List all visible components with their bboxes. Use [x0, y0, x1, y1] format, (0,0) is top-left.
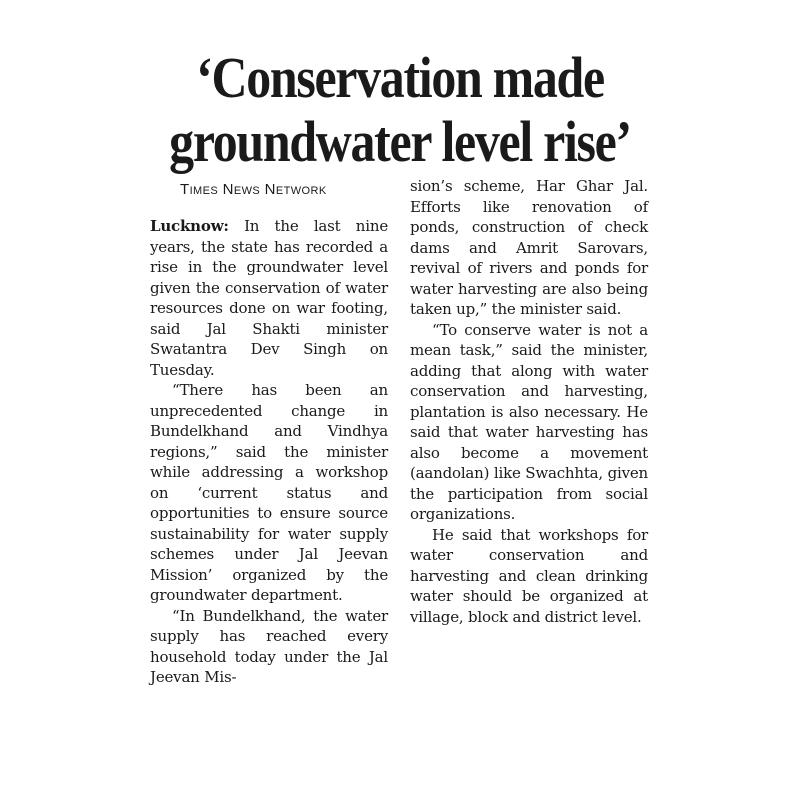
paragraph — [150, 216, 388, 380]
article-column-2 — [410, 176, 648, 627]
byline: Times News Network — [180, 181, 327, 198]
paragraph: “To conserve water is not a mean task,” said the minister, adding that along with water conservation and harvesting, plantation is also necessary. He said that water harvesting has also become a movement (aandolan) like Swachhta, given the participation from social organizations. — [410, 320, 648, 523]
paragraph: “In Bundelkhand, the water supply has reached every household today under the Jal Jeevan Mis- — [150, 606, 388, 686]
paragraph: sion’s scheme, Har Ghar Jal. Efforts like renovation of ponds, construction of check dams and Amrit Sarovars, revival of rivers and ponds for water harvesting are also being taken up,” the minister said. — [410, 177, 648, 318]
paragraph: He said that workshops for water conservation and harvesting and clean drinking water should be organized at village, block and district level. — [410, 525, 648, 626]
headline-line-1: ‘Conservation made — [196, 45, 604, 110]
headline-line-2: groundwater level rise’ — [169, 109, 631, 174]
dateline: Lucknow: — [150, 217, 229, 235]
paragraph: “There has been an unprecedented change in Bundelkhand and Vindhya regions,” said the minister while addressing a workshop on ‘current status and opportunities to ensure source sustainability for water supply schemes under Jal Jeevan Mission’ organized by the groundwater department. — [150, 381, 388, 604]
paragraph-text: In the last nine years, the state has recorded a rise in the groundwater level given the conservation of water resources done on war footing, said Jal Shakti minister Swatantra Dev Singh on Tuesday. — [150, 217, 388, 379]
headline — [56, 46, 744, 174]
article-column-1 — [150, 216, 388, 688]
